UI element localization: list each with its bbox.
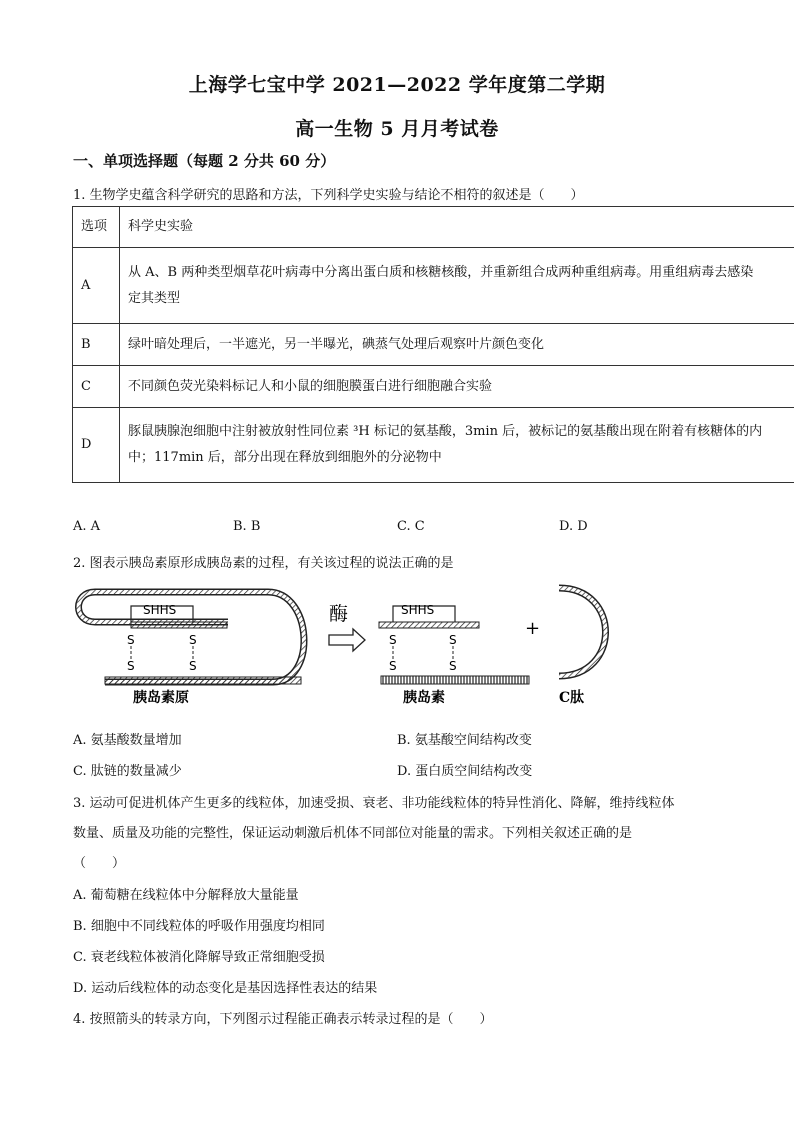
- table-cell-option: D: [73, 408, 120, 483]
- table-cell-option: C: [73, 366, 120, 408]
- table-header-experiment: 科学史实验: [120, 207, 794, 248]
- table-row: [73, 248, 794, 324]
- s-label: S: [449, 659, 457, 673]
- question-1-stem: 1. 生物学史蕴含科学研究的思路和方法，下列科学史实验与结论不相符的叙述是（ ）: [73, 188, 584, 203]
- section-heading: 一、单项选择题（每题 2 分共 60 分）: [73, 152, 336, 170]
- question-1-table: [72, 206, 794, 483]
- table-cell-experiment: [120, 248, 794, 324]
- proinsulin-a-chain: [131, 622, 227, 628]
- proinsulin-label: 胰岛素原: [133, 690, 189, 706]
- question-4-stem: 4. 按照箭头的转录方向，下列图示过程能正确表示转录过程的是（ ）: [73, 1012, 493, 1027]
- q1-option-a[interactable]: A. A: [73, 519, 101, 534]
- shhs-label: SHHS: [143, 603, 177, 617]
- plus-sign: +: [525, 618, 541, 639]
- exam-title: 高一生物 5 月月考试卷: [295, 118, 499, 140]
- q1-option-c[interactable]: C. C: [397, 519, 425, 534]
- cell-line: 不同颜色荧光染料标记人和小鼠的细胞膜蛋白进行细胞融合实验: [128, 378, 493, 394]
- enzyme-label: 酶: [329, 603, 349, 625]
- table-cell-option: B: [73, 324, 120, 366]
- c-peptide-label: C肽: [559, 690, 585, 706]
- cell-line: 豚鼠胰腺泡细胞中注射被放射性同位素 ³H 标记的氨基酸，3min 后，被标记的氨基酸出现在附着有核糖体的内: [128, 424, 763, 439]
- s-label: S: [127, 659, 135, 673]
- q3-option-d[interactable]: D. 运动后线粒体的动态变化是基因选择性表达的结果: [73, 981, 378, 996]
- school-title: 上海学七宝中学 2021—2022 学年度第二学期: [188, 74, 606, 96]
- proinsulin-structure: [79, 592, 304, 706]
- s-label: S: [449, 633, 457, 647]
- q3-option-a[interactable]: A. 葡萄糖在线粒体中分解释放大量能量: [73, 888, 299, 903]
- insulin-label: 胰岛素: [403, 690, 445, 706]
- table-row: [73, 408, 794, 483]
- q3-option-c[interactable]: C. 衰老线粒体被消化降解导致正常细胞受损: [73, 950, 325, 965]
- cell-line: 定其类型: [128, 290, 181, 306]
- s-label: S: [389, 659, 397, 673]
- question-3-stem: 数量、质量及功能的完整性，保证运动刺激后机体不同部位对能量的需求。下列相关叙述正确的是: [73, 826, 633, 841]
- s-label: S: [189, 633, 197, 647]
- q1-option-d[interactable]: D. D: [559, 519, 588, 534]
- q2-option-c[interactable]: C. 肽链的数量减少: [73, 764, 182, 779]
- proinsulin-b-chain: [105, 677, 301, 684]
- question-3-stem: （ ）: [73, 856, 126, 871]
- cell-line: 绿叶暗处理后，一半遮光，另一半曝光，碘蒸气处理后观察叶片颜色变化: [128, 336, 545, 352]
- insulin-diagram: [73, 578, 633, 708]
- q2-option-d[interactable]: D. 蛋白质空间结构改变: [397, 764, 533, 779]
- s-label: S: [189, 659, 197, 673]
- s-label: S: [127, 633, 135, 647]
- q2-option-a[interactable]: A. 氨基酸数量增加: [73, 733, 182, 748]
- table-header-option: 选项: [73, 207, 120, 248]
- table-cell-experiment: [120, 366, 794, 408]
- insulin-structure: [379, 603, 529, 706]
- shhs-label: SHHS: [401, 603, 435, 617]
- insulin-a-chain: [379, 622, 479, 628]
- question-3-stem: 3. 运动可促进机体产生更多的线粒体，加速受损、衰老、非功能线粒体的特异性消化、降解，维持线粒体: [73, 796, 675, 811]
- cell-line: 中；117min 后，部分出现在释放到细胞外的分泌物中: [128, 450, 442, 465]
- insulin-b-chain: [381, 676, 529, 684]
- enzyme-arrow: [329, 603, 365, 651]
- table-header-row: [73, 207, 794, 248]
- q2-option-b[interactable]: B. 氨基酸空间结构改变: [397, 733, 532, 748]
- cell-line: 从 A、B 两种类型烟草花叶病毒中分离出蛋白质和核糖核酸，并重新组合成两种重组病毒。用重组病毒去感染: [128, 264, 754, 280]
- question-2-stem: 2. 图表示胰岛素原形成胰岛素的过程，有关该过程的说法正确的是: [73, 556, 454, 571]
- table-cell-option: A: [73, 248, 120, 324]
- table-row: [73, 324, 794, 366]
- c-peptide-structure: [559, 588, 606, 706]
- table-row: [73, 366, 794, 408]
- s-label: S: [389, 633, 397, 647]
- q3-option-b[interactable]: B. 细胞中不同线粒体的呼吸作用强度均相同: [73, 919, 325, 934]
- table-cell-experiment: [120, 324, 794, 366]
- table-cell-experiment: [120, 408, 794, 483]
- q1-option-b[interactable]: B. B: [233, 519, 261, 534]
